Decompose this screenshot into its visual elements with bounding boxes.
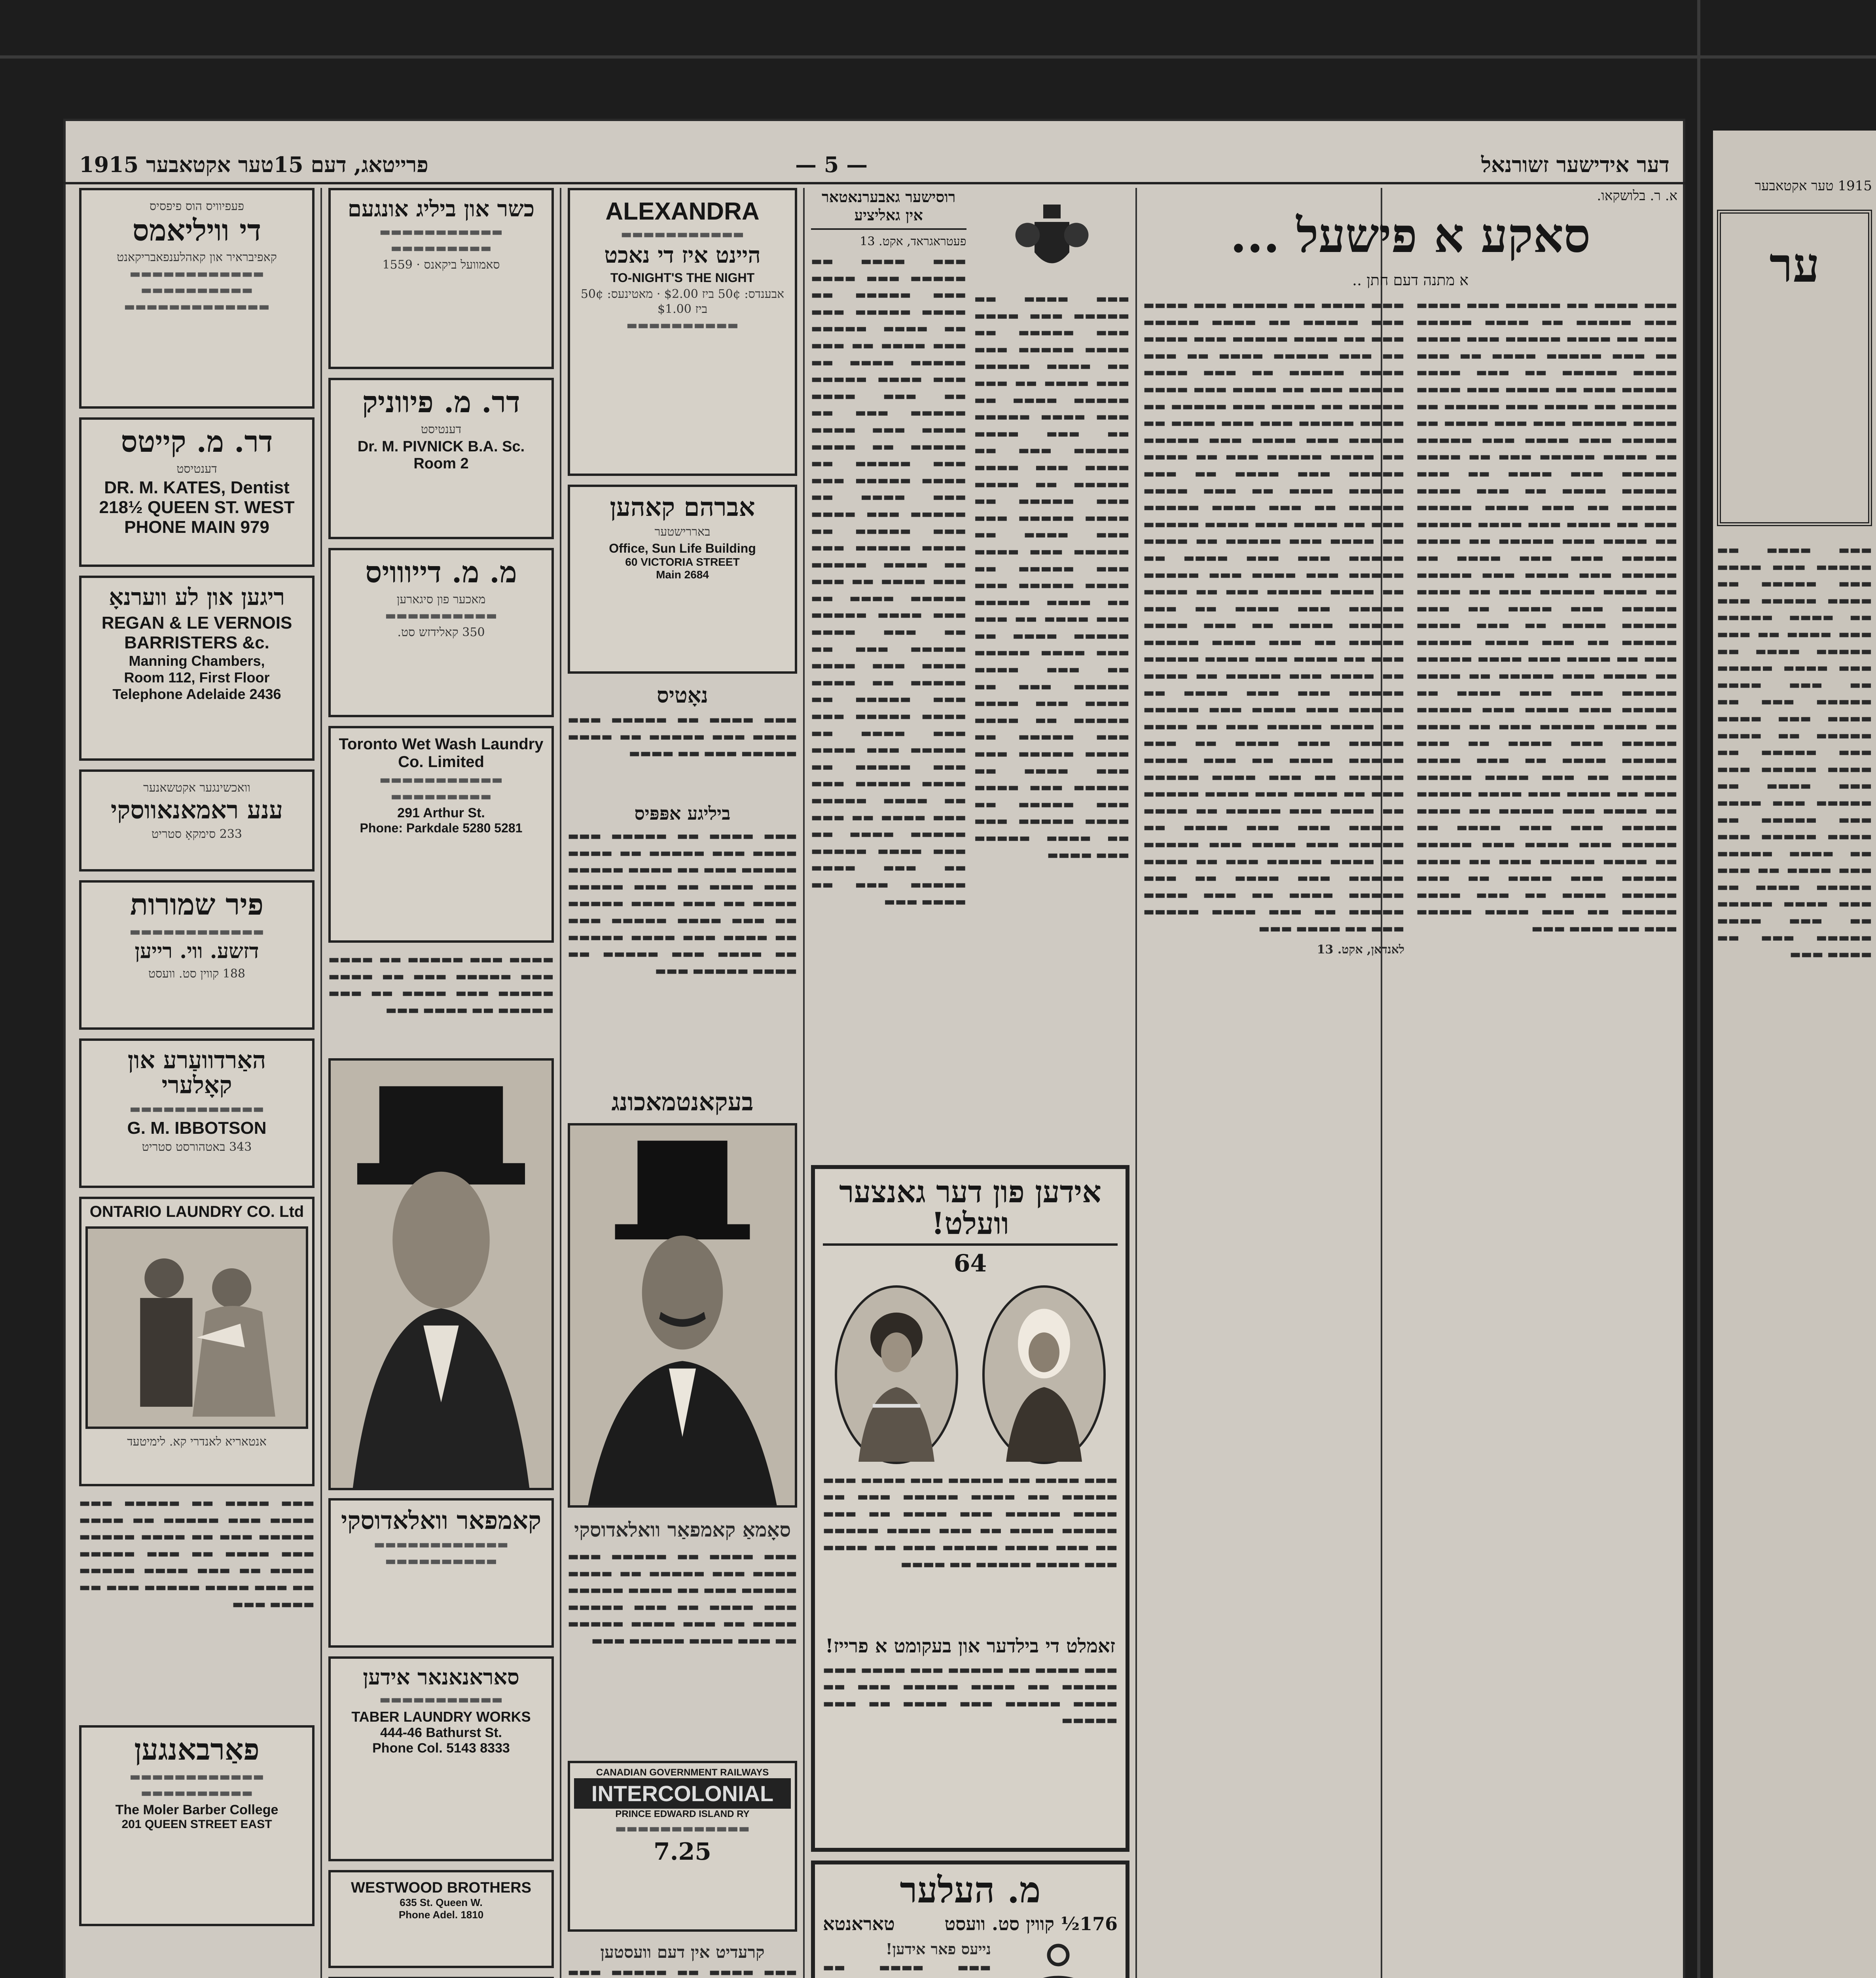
wet-wash-laundry-ad: Toronto Wet Wash Laundry Co. Limited ▬▬▬▬▬▬▬▬▬▬▬ ▬▬▬▬▬▬▬▬▬ 291 Arthur St. Phone: Parkdale 5280 5281: [328, 726, 554, 943]
westwood-ad: WESTWOOD BROTHERS 635 St. Queen W. Phone Adel. 1810: [328, 1870, 554, 1968]
pivnick-ad: דר. מ. פיווניק דענטיסט Dr. M. PIVNICK B.A. Sc. Room 2: [328, 378, 554, 539]
news-column-right: ▬▬▬ ▬▬▬▬ ▬▬ ▬▬▬▬▬ ▬▬▬ ▬▬▬▬ ▬▬▬ ▬▬▬▬▬ ▬▬ ▬▬▬▬ ▬▬▬▬▬ ▬▬▬ ▬▬ ▬▬▬▬ ▬▬▬▬▬ ▬▬▬ ▬▬▬▬ ▬▬ ▬▬▬ ▬▬▬▬▬ ▬▬▬▬ ▬▬ ▬▬▬ ▬▬▬▬ ▬▬▬▬▬ ▬▬ ▬▬▬ ▬▬▬▬ ▬▬▬▬▬ ▬▬▬ ▬▬ ▬▬▬▬ ▬▬▬ ▬▬▬▬ ▬▬▬▬▬ ▬▬ ▬▬▬▬ ▬▬▬ ▬▬▬▬▬ ▬▬ ▬▬▬▬ ▬▬▬▬▬ ▬▬▬ ▬▬▬ ▬▬▬▬ ▬▬ ▬▬▬▬▬ ▬▬▬ ▬▬▬▬ ▬▬▬ ▬▬▬▬▬ ▬▬ ▬▬▬▬ ▬▬▬▬▬ ▬▬▬ ▬▬ ▬▬▬▬ ▬▬▬▬▬ ▬▬▬ ▬▬▬▬ ▬▬ ▬▬▬ ▬▬▬▬▬ ▬▬▬▬ ▬▬ ▬▬▬ ▬▬▬▬ ▬▬▬▬▬ ▬▬ ▬▬▬ ▬▬▬▬ ▬▬▬▬▬ ▬▬▬ ▬▬ ▬▬▬▬ ▬▬▬ ▬▬▬▬ ▬▬▬▬▬ ▬▬ ▬▬▬▬ ▬▬▬ ▬▬▬▬▬ ▬▬ ▬▬▬▬ ▬▬▬▬▬ ▬▬▬ ▬▬▬ ▬▬▬▬ ▬▬ ▬▬▬▬▬ ▬▬▬ ▬▬▬▬ ▬▬▬ ▬▬▬▬▬ ▬▬ ▬▬▬▬ ▬▬▬▬▬ ▬▬▬ ▬▬ ▬▬▬▬ ▬▬▬▬▬ ▬▬▬ ▬▬▬▬: [974, 188, 1130, 1153]
heller-watch-ad: מ. העלער 176½ קווין סט. וועסט טאראנטא נייעס פאר אידען! ▬▬▬ ▬▬▬▬ ▬▬: [811, 1861, 1129, 1978]
portrait-hat-man: [328, 1058, 554, 1490]
laundry-illustration: [85, 1226, 308, 1429]
notices-text: ▬▬▬ ▬▬▬▬ ▬▬ ▬▬▬▬▬ ▬▬▬ ▬▬▬▬ ▬▬▬ ▬▬▬▬▬ ▬▬ ▬▬▬▬ ▬▬▬▬▬ ▬▬▬ ▬▬ ▬▬▬▬: [568, 713, 797, 761]
regan-levernois-ad: ריגען און לע ווערנאָ REGAN & LE VERNOIS BARRISTERS &c. Manning Chambers, Room 112, First Floor Telephone Adelaide 2436: [79, 576, 315, 761]
col2-notice: ▬▬▬▬ ▬▬▬ ▬▬▬▬▬ ▬▬ ▬▬▬▬ ▬▬▬ ▬▬▬▬▬ ▬▬▬ ▬▬ ▬▬▬▬ ▬▬▬▬▬ ▬▬▬ ▬▬▬▬ ▬▬ ▬▬▬ ▬▬▬▬▬ ▬▬ ▬▬▬▬ ▬▬▬: [328, 953, 554, 1017]
acquaintance-heading: בעקאנטמאכונג: [611, 1088, 754, 1116]
alexandra-theatre-ad: ALEXANDRA ▬▬▬▬▬▬▬▬▬▬▬ היינט איז די נאכט TO-NIGHT'S THE NIGHT אבענדס: 50¢ ביז $2.00 · מאטינעס: 50¢ ביז $1.00 ▬▬▬▬▬▬▬▬▬▬: [568, 188, 797, 476]
kosher-ad: כשר און ביליג אונגעם ▬▬▬▬▬▬▬▬▬▬▬ ▬▬▬▬▬▬▬▬▬ סאמוועל ביקאנס · 1559: [328, 188, 554, 369]
ads-column-1: [79, 188, 315, 1978]
ontario-laundry-ad: ONTARIO LAUNDRY CO. Ltd אנטאריא לאנדרי קא. לימיטעד: [79, 1197, 315, 1486]
col3-caption-text: סאָמאַ קאמפאַר וואלאדוסקי ▬▬▬ ▬▬▬▬ ▬▬ ▬▬▬▬▬ ▬▬▬ ▬▬▬▬ ▬▬▬ ▬▬▬▬▬ ▬▬ ▬▬▬▬ ▬▬▬▬▬ ▬▬▬ ▬▬ ▬▬▬▬ ▬▬▬▬▬ ▬▬▬ ▬▬▬▬ ▬▬ ▬▬▬ ▬▬▬▬▬ ▬▬▬▬ ▬▬ ▬▬▬ ▬▬▬▬ ▬▬▬▬▬ ▬▬ ▬▬▬ ▬▬▬▬ ▬▬▬▬▬ ▬▬▬: [568, 1518, 797, 1648]
abraham-cohen-ad: אברהם קאהען באררישטער Office, Sun Life Building 60 VICTORIA STREET Main 2684: [568, 485, 797, 674]
col3-bottom-text: קרעדיט אין דעם וועסטען ▬▬▬ ▬▬▬▬ ▬▬ ▬▬▬▬▬ ▬▬▬: [568, 1942, 797, 1978]
col3-text-block: ▬▬▬ ▬▬▬▬ ▬▬ ▬▬▬▬▬ ▬▬▬ ▬▬▬▬ ▬▬▬ ▬▬▬▬▬ ▬▬ ▬▬▬▬ ▬▬▬▬▬ ▬▬▬ ▬▬ ▬▬▬▬ ▬▬▬▬▬ ▬▬▬ ▬▬▬▬ ▬▬ ▬▬▬ ▬▬▬▬▬ ▬▬▬▬ ▬▬ ▬▬▬ ▬▬▬▬ ▬▬▬▬▬ ▬▬ ▬▬▬ ▬▬▬▬ ▬▬▬▬▬ ▬▬▬ ▬▬ ▬▬▬▬ ▬▬▬ ▬▬▬▬ ▬▬▬▬▬ ▬▬ ▬▬▬▬ ▬▬▬ ▬▬▬▬▬ ▬▬ ▬▬▬▬ ▬▬▬▬▬ ▬▬▬: [568, 829, 797, 978]
column-3: [568, 188, 797, 1978]
davis-ad: מ. מ. דייווויס מאכער פון סיגארען ▬▬▬▬▬▬▬▬▬▬ 350 קאלידזש סט.: [328, 548, 554, 717]
story-text-right: ▬▬▬ ▬▬▬▬ ▬▬ ▬▬▬▬▬ ▬▬▬ ▬▬▬▬ ▬▬▬ ▬▬▬▬▬ ▬▬ ▬▬▬▬ ▬▬▬▬▬ ▬▬▬ ▬▬ ▬▬▬▬ ▬▬▬▬▬ ▬▬▬ ▬▬▬▬ ▬▬ ▬▬▬ ▬▬▬▬▬ ▬▬▬▬ ▬▬ ▬▬▬ ▬▬▬▬ ▬▬▬▬▬ ▬▬ ▬▬▬ ▬▬▬▬ ▬▬▬▬▬ ▬▬▬ ▬▬ ▬▬▬▬ ▬▬▬ ▬▬▬▬ ▬▬▬▬▬ ▬▬ ▬▬▬▬ ▬▬▬ ▬▬▬▬▬ ▬▬ ▬▬▬▬ ▬▬▬▬▬ ▬▬▬ ▬▬▬ ▬▬▬▬ ▬▬ ▬▬▬▬▬ ▬▬▬ ▬▬▬▬ ▬▬▬ ▬▬▬▬▬ ▬▬ ▬▬▬▬ ▬▬▬▬▬ ▬▬▬ ▬▬ ▬▬▬▬ ▬▬▬▬▬ ▬▬▬ ▬▬▬▬ ▬▬ ▬▬▬ ▬▬▬▬▬ ▬▬▬▬ ▬▬ ▬▬▬ ▬▬▬▬ ▬▬▬▬▬ ▬▬ ▬▬▬ ▬▬▬▬ ▬▬▬▬▬ ▬▬▬ ▬▬ ▬▬▬▬ ▬▬▬ ▬▬▬▬ ▬▬▬▬▬ ▬▬ ▬▬▬▬ ▬▬▬ ▬▬▬▬▬ ▬▬ ▬▬▬▬ ▬▬▬▬▬ ▬▬▬ ▬▬▬ ▬▬▬▬ ▬▬ ▬▬▬▬▬ ▬▬▬ ▬▬▬▬ ▬▬▬ ▬▬▬▬▬ ▬▬ ▬▬▬▬ ▬▬▬▬▬ ▬▬▬ ▬▬ ▬▬▬▬ ▬▬▬▬▬ ▬▬▬ ▬▬▬▬ ▬▬ ▬▬▬ ▬▬▬▬▬ ▬▬▬▬ ▬▬ ▬▬▬ ▬▬▬▬ ▬▬▬▬▬ ▬▬ ▬▬▬ ▬▬▬▬ ▬▬▬▬▬ ▬▬▬ ▬▬ ▬▬▬▬ ▬▬▬ ▬▬▬▬ ▬▬▬▬▬ ▬▬ ▬▬▬▬ ▬▬▬ ▬▬▬▬▬ ▬▬ ▬▬▬▬ ▬▬▬▬▬ ▬▬▬ ▬▬▬ ▬▬▬▬ ▬▬ ▬▬▬▬▬ ▬▬▬ ▬▬▬▬ ▬▬▬ ▬▬▬▬▬ ▬▬ ▬▬▬▬ ▬▬▬▬▬ ▬▬▬ ▬▬ ▬▬▬▬ ▬▬▬▬▬ ▬▬▬ ▬▬▬▬ ▬▬ ▬▬▬ ▬▬▬▬▬ ▬▬▬▬ ▬▬ ▬▬▬ ▬▬▬▬ ▬▬▬▬▬ ▬▬ ▬▬▬ ▬▬▬▬ ▬▬▬▬▬ ▬▬▬ ▬▬ ▬▬▬▬ ▬▬▬ ▬▬▬▬ ▬▬▬▬▬ ▬▬ ▬▬▬▬ ▬▬▬ ▬▬▬▬▬ ▬▬ ▬▬▬▬ ▬▬▬▬▬ ▬▬▬ ▬▬▬ ▬▬▬▬ ▬▬ ▬▬▬▬▬ ▬▬▬ ▬▬▬▬ ▬▬▬ ▬▬▬▬▬ ▬▬ ▬▬▬▬ ▬▬▬▬▬ ▬▬▬ ▬▬ ▬▬▬▬ ▬▬▬▬▬ ▬▬▬ ▬▬▬▬ ▬▬ ▬▬▬ ▬▬▬▬▬ ▬▬▬▬ ▬▬ ▬▬▬ ▬▬▬▬ ▬▬▬▬▬ ▬▬ ▬▬▬ ▬▬▬▬ ▬▬▬▬▬ ▬▬▬ ▬▬ ▬▬▬▬ ▬▬▬ לאנדאן, אקט. 13: [1143, 298, 1404, 957]
ads-column-2: [328, 188, 554, 1978]
portrait-woman-1: [982, 1285, 1106, 1464]
adjacent-word: ער: [1769, 237, 1820, 293]
story-headline: סאקע א פישעל ...: [1230, 208, 1591, 263]
barber-college-ad: פאַרבאנגען ▬▬▬▬▬▬▬▬▬▬▬▬ ▬▬▬▬▬▬▬▬▬▬ The Moler Barber College 201 QUEEN STREET EAST: [79, 1725, 315, 1926]
williams-ad: פעפיוויס הוס פיפסיס די וויליאמס קאפיבראיר און קאהלענפאבריקאנט ▬▬▬▬▬▬▬▬▬▬▬▬ ▬▬▬▬▬▬▬▬▬▬ ▬▬▬▬▬▬▬▬▬▬▬▬▬: [79, 188, 315, 409]
column-4: [811, 188, 1129, 1978]
portrait-caption-box: קאמפאר וואלאדוסקי ▬▬▬▬▬▬▬▬▬▬▬▬ ▬▬▬▬▬▬▬▬▬▬: [328, 1498, 554, 1648]
adjacent-page-edge: [1713, 131, 1876, 1978]
adjacent-ornament-box: [1717, 210, 1872, 526]
story-subheadline: א מתנה דעם חתן ..: [1352, 271, 1469, 289]
page-header: [63, 146, 1685, 184]
newspaper-page: [63, 119, 1685, 1978]
column-5-story: א. ר. בלושקאו. סאקע א פישעל ... א מתנה דעם חתן .. ▬▬▬ ▬▬▬▬ ▬▬ ▬▬▬▬▬ ▬▬▬ ▬▬▬▬ ▬▬▬ ▬▬▬▬▬ ▬▬ ▬▬▬▬ ▬▬▬▬▬ ▬▬▬ ▬▬ ▬▬▬▬ ▬▬▬▬▬ ▬▬▬ ▬▬▬▬ ▬▬ ▬▬▬ ▬▬▬▬▬ ▬▬▬▬ ▬▬ ▬▬▬ ▬▬▬▬ ▬▬▬▬▬ ▬▬ ▬▬▬ ▬▬▬▬ ▬▬▬▬▬ ▬▬▬ ▬▬ ▬▬▬▬ ▬▬▬ ▬▬▬▬ ▬▬▬▬▬ ▬▬ ▬▬▬▬ ▬▬▬ ▬▬▬▬▬ ▬▬ ▬▬▬▬ ▬▬▬▬▬ ▬▬▬ ▬▬▬ ▬▬▬▬ ▬▬ ▬▬▬▬▬ ▬▬▬ ▬▬▬▬ ▬▬▬ ▬▬▬▬▬ ▬▬ ▬▬▬▬ ▬▬▬▬▬ ▬▬▬ ▬▬ ▬▬▬▬ ▬▬▬▬▬ ▬▬▬ ▬▬▬▬ ▬▬ ▬▬▬ ▬▬▬▬▬ ▬▬▬▬ ▬▬ ▬▬▬ ▬▬▬▬ ▬▬▬▬▬ ▬▬ ▬▬▬ ▬▬▬▬ ▬▬▬▬▬ ▬▬▬ ▬▬ ▬▬▬▬ ▬▬▬ ▬▬▬▬ ▬▬▬▬▬ ▬▬ ▬▬▬▬ ▬▬▬ ▬▬▬▬▬ ▬▬ ▬▬▬▬ ▬▬▬▬▬ ▬▬▬ ▬▬▬ ▬▬▬▬ ▬▬ ▬▬▬▬▬ ▬▬▬ ▬▬▬▬ ▬▬▬ ▬▬▬▬▬ ▬▬ ▬▬▬▬ ▬▬▬▬▬ ▬▬▬ ▬▬ ▬▬▬▬ ▬▬▬▬▬ ▬▬▬ ▬▬▬▬ ▬▬ ▬▬▬ ▬▬▬▬▬ ▬▬▬▬ ▬▬ ▬▬▬ ▬▬▬▬ ▬▬▬▬▬ ▬▬ ▬▬▬ ▬▬▬▬ ▬▬▬▬▬ ▬▬▬ ▬▬ ▬▬▬▬ ▬▬▬ ▬▬▬▬ ▬▬▬▬▬ ▬▬ ▬▬▬▬ ▬▬▬ ▬▬▬▬▬ ▬▬ ▬▬▬▬ ▬▬▬▬▬ ▬▬▬ ▬▬▬ ▬▬▬▬ ▬▬ ▬▬▬▬▬ ▬▬▬ ▬▬▬▬ ▬▬▬ ▬▬▬▬▬ ▬▬ ▬▬▬▬ ▬▬▬▬▬ ▬▬▬ ▬▬ ▬▬▬▬ ▬▬▬▬▬ ▬▬▬ ▬▬▬▬ ▬▬ ▬▬▬ ▬▬▬▬▬ ▬▬▬▬ ▬▬ ▬▬▬ ▬▬▬▬ ▬▬▬▬▬ ▬▬ ▬▬▬ ▬▬▬▬ ▬▬▬▬▬ ▬▬▬ ▬▬ ▬▬▬▬ ▬▬▬ ▬▬▬▬ ▬▬▬▬▬ ▬▬ ▬▬▬▬ ▬▬▬ ▬▬▬▬▬ ▬▬ ▬▬▬▬ ▬▬▬▬▬ ▬▬▬ ▬▬▬ ▬▬▬▬ ▬▬ ▬▬▬▬▬ ▬▬▬ ▬▬▬▬ ▬▬▬ ▬▬▬▬▬ ▬▬ ▬▬▬▬ ▬▬▬▬▬ ▬▬▬ ▬▬ ▬▬▬▬ ▬▬▬▬▬ ▬▬▬ ▬▬▬▬ ▬▬ ▬▬▬ ▬▬▬▬▬ ▬▬▬▬ ▬▬ ▬▬▬ ▬▬▬▬ ▬▬▬▬▬ ▬▬ ▬▬▬ ▬▬▬▬ ▬▬▬▬▬ ▬▬▬ ▬▬ ▬▬▬▬ ▬▬▬ ▬▬▬ ▬▬▬▬ ▬▬ ▬▬▬▬▬ ▬▬▬ ▬▬▬▬ ▬▬▬ ▬▬▬▬▬ ▬▬ ▬▬▬▬ ▬▬▬▬▬ ▬▬▬ ▬▬ ▬▬▬▬ ▬▬▬▬▬ ▬▬▬ ▬▬▬▬ ▬▬ ▬▬▬ ▬▬▬▬▬ ▬▬▬▬ ▬▬ ▬▬▬ ▬▬▬▬ ▬▬▬▬▬ ▬▬ ▬▬▬ ▬▬▬▬ ▬▬▬▬▬ ▬▬▬ ▬▬ ▬▬▬▬ ▬▬▬ ▬▬▬▬ ▬▬▬▬▬ ▬▬ ▬▬▬▬ ▬▬▬ ▬▬▬▬▬ ▬▬ ▬▬▬▬ ▬▬▬▬▬ ▬▬▬ ▬▬▬ ▬▬▬▬ ▬▬ ▬▬▬▬▬ ▬▬▬ ▬▬▬▬ ▬▬▬ ▬▬▬▬▬ ▬▬ ▬▬▬▬ ▬▬▬▬▬ ▬▬▬ ▬▬ ▬▬▬▬ ▬▬▬▬▬ ▬▬▬ ▬▬▬▬ ▬▬ ▬▬▬ ▬▬▬▬▬ ▬▬▬▬ ▬▬ ▬▬▬ ▬▬▬▬ ▬▬▬▬▬ ▬▬ ▬▬▬ ▬▬▬▬ ▬▬▬▬▬ ▬▬▬ ▬▬ ▬▬▬▬ ▬▬▬ ▬▬▬▬ ▬▬▬▬▬ ▬▬ ▬▬▬▬ ▬▬▬ ▬▬▬▬▬ ▬▬ ▬▬▬▬ ▬▬▬▬▬ ▬▬▬ ▬▬▬ ▬▬▬▬ ▬▬ ▬▬▬▬▬ ▬▬▬ ▬▬▬▬ ▬▬▬ ▬▬▬▬▬ ▬▬ ▬▬▬▬ ▬▬▬▬▬ ▬▬▬ ▬▬ ▬▬▬▬ ▬▬▬▬▬ ▬▬▬ ▬▬▬▬ ▬▬ ▬▬▬ ▬▬▬▬▬ ▬▬▬▬ ▬▬ ▬▬▬ ▬▬▬▬ ▬▬▬▬▬ ▬▬ ▬▬▬ ▬▬▬▬ ▬▬▬▬▬ ▬▬▬ ▬▬ ▬▬▬▬ ▬▬▬ ▬▬▬▬ ▬▬▬▬▬ ▬▬ ▬▬▬▬ ▬▬▬ ▬▬▬▬▬ ▬▬ ▬▬▬▬ ▬▬▬▬▬ ▬▬▬ ▬▬▬ ▬▬▬▬ ▬▬ ▬▬▬▬▬ ▬▬▬ ▬▬▬▬ ▬▬▬ ▬▬▬▬▬ ▬▬ ▬▬▬▬ ▬▬▬▬▬ ▬▬▬ ▬▬ ▬▬▬▬ ▬▬▬▬▬ ▬▬▬ ▬▬▬▬ ▬▬ ▬▬▬ ▬▬▬▬▬ ▬▬▬▬ ▬▬ ▬▬▬ ▬▬▬▬ ▬▬▬▬▬ ▬▬ ▬▬▬ ▬▬▬▬ ▬▬▬▬▬ ▬▬▬ ▬▬ ▬▬▬▬ ▬▬▬ ▬▬▬▬ ▬▬▬▬▬ ▬▬ ▬▬▬▬ ▬▬▬ ▬▬▬▬▬ ▬▬ ▬▬▬▬ ▬▬▬▬▬ ▬▬▬ ▬▬▬ ▬▬▬▬ ▬▬ ▬▬▬▬▬ ▬▬▬ ▬▬▬▬ ▬▬▬ ▬▬▬▬▬ ▬▬ ▬▬▬▬ ▬▬▬▬▬ ▬▬▬ ▬▬ ▬▬▬▬ ▬▬▬▬▬ ▬▬▬ ▬▬▬▬ ▬▬ ▬▬▬ ▬▬▬▬▬ ▬▬▬▬ ▬▬ ▬▬▬ ▬▬▬▬ ▬▬▬▬▬ ▬▬ ▬▬▬ ▬▬▬▬ ▬▬▬▬▬ ▬▬▬ ▬▬ ▬▬▬▬ ▬▬▬ לאנדאן, אקט. 13: [1143, 188, 1677, 1978]
pesach-ad: פיר שמורות ▬▬▬▬▬▬▬▬▬▬▬▬ דזשע. ווי. רייען 188 קווין סט. וועסט: [79, 880, 315, 1030]
cheap-offices-heading: ביליגע אפּפּיס: [634, 803, 731, 824]
adjacent-text: ▬▬▬ ▬▬▬▬ ▬▬ ▬▬▬▬▬ ▬▬▬ ▬▬▬▬ ▬▬▬ ▬▬▬▬▬ ▬▬ ▬▬▬▬ ▬▬▬▬▬ ▬▬▬ ▬▬ ▬▬▬▬ ▬▬▬▬▬ ▬▬▬ ▬▬▬▬ ▬▬ ▬▬▬ ▬▬▬▬▬ ▬▬▬▬ ▬▬ ▬▬▬ ▬▬▬▬ ▬▬▬▬▬ ▬▬ ▬▬▬ ▬▬▬▬ ▬▬▬▬▬ ▬▬▬ ▬▬ ▬▬▬▬ ▬▬▬ ▬▬▬▬ ▬▬▬▬▬ ▬▬ ▬▬▬▬ ▬▬▬ ▬▬▬▬▬ ▬▬ ▬▬▬▬ ▬▬▬▬▬ ▬▬▬ ▬▬▬ ▬▬▬▬ ▬▬ ▬▬▬▬▬ ▬▬▬ ▬▬▬▬ ▬▬▬ ▬▬▬▬▬ ▬▬ ▬▬▬▬ ▬▬▬▬▬ ▬▬▬ ▬▬ ▬▬▬▬ ▬▬▬▬▬ ▬▬▬ ▬▬▬▬ ▬▬ ▬▬▬ ▬▬▬▬▬ ▬▬▬▬ ▬▬ ▬▬▬ ▬▬▬▬ ▬▬▬▬▬ ▬▬ ▬▬▬ ▬▬▬▬ ▬▬▬▬▬ ▬▬▬ ▬▬ ▬▬▬▬ ▬▬▬: [1717, 543, 1872, 962]
header-page-number: — 5 —: [795, 152, 868, 177]
jews-of-the-world-feature: אידען פון דער גאנצער וועלט! 64 ▬▬▬ ▬▬▬▬ ▬▬ ▬▬▬▬▬ ▬▬▬ ▬▬▬▬ ▬▬▬ ▬▬▬▬▬ ▬▬ ▬▬▬▬ ▬▬▬▬▬ ▬▬▬ ▬▬ ▬▬▬▬ ▬▬▬▬▬ ▬▬▬ ▬▬▬▬ ▬▬ ▬▬▬ ▬▬▬▬▬ ▬▬▬▬ ▬▬ ▬▬▬ ▬▬▬▬ ▬▬▬▬▬ ▬▬ ▬▬▬ ▬▬▬▬ ▬▬▬▬▬ ▬▬▬ ▬▬ ▬▬▬▬ ▬▬▬ ▬▬▬▬ ▬▬▬▬▬ ▬▬ ▬▬▬▬ זאמלט די בילדער און בעקומט א פרייז! ▬▬▬ ▬▬▬▬ ▬▬ ▬▬▬▬▬ ▬▬▬ ▬▬▬▬ ▬▬▬ ▬▬▬▬▬ ▬▬ ▬▬▬▬ ▬▬▬▬▬ ▬▬▬ ▬▬ ▬▬▬▬ ▬▬▬▬▬ ▬▬▬ ▬▬▬▬ ▬▬ ▬▬▬ ▬▬▬▬▬: [811, 1165, 1129, 1852]
ramanowski-ad: וואכשינגער אקטשאנער ענע ראמאנאווסקי 233 סימקאָ סטריט: [79, 769, 315, 872]
kates-dentist-ad: דר. מ. קייטס דענטיסט DR. M. KATES, Dentist 218½ QUEEN ST. WEST PHONE MAIN 979: [79, 417, 315, 567]
portrait-woman-2: [835, 1285, 958, 1464]
coat-of-arms-icon: [974, 188, 1130, 291]
header-date: 1915 פרייטאג, דעם 15טער אקטאבער: [79, 152, 428, 177]
col1-small-ads: ▬▬▬ ▬▬▬▬ ▬▬ ▬▬▬▬▬ ▬▬▬ ▬▬▬▬ ▬▬▬ ▬▬▬▬▬ ▬▬ ▬▬▬▬ ▬▬▬▬▬ ▬▬▬ ▬▬ ▬▬▬▬ ▬▬▬▬▬ ▬▬▬ ▬▬▬▬ ▬▬ ▬▬▬ ▬▬▬▬▬ ▬▬▬▬ ▬▬ ▬▬▬ ▬▬▬▬ ▬▬▬▬▬ ▬▬ ▬▬▬ ▬▬▬▬ ▬▬▬▬▬ ▬▬▬ ▬▬ ▬▬▬▬ ▬▬▬: [79, 1496, 315, 1611]
hardware-ad: האַרדוועַרע און קאָלערי ▬▬▬▬▬▬▬▬▬▬▬▬ G. M. IBBOTSON 343 באטהורסט סטריט: [79, 1038, 315, 1188]
story-text-left: ▬▬▬ ▬▬▬▬ ▬▬ ▬▬▬▬▬ ▬▬▬ ▬▬▬▬ ▬▬▬ ▬▬▬▬▬ ▬▬ ▬▬▬▬ ▬▬▬▬▬ ▬▬▬ ▬▬ ▬▬▬▬ ▬▬▬▬▬ ▬▬▬ ▬▬▬▬ ▬▬ ▬▬▬ ▬▬▬▬▬ ▬▬▬▬ ▬▬ ▬▬▬ ▬▬▬▬ ▬▬▬▬▬ ▬▬ ▬▬▬ ▬▬▬▬ ▬▬▬▬▬ ▬▬▬ ▬▬ ▬▬▬▬ ▬▬▬ ▬▬▬▬ ▬▬▬▬▬ ▬▬ ▬▬▬▬ ▬▬▬ ▬▬▬▬▬ ▬▬ ▬▬▬▬ ▬▬▬▬▬ ▬▬▬ ▬▬▬ ▬▬▬▬ ▬▬ ▬▬▬▬▬ ▬▬▬ ▬▬▬▬ ▬▬▬ ▬▬▬▬▬ ▬▬ ▬▬▬▬ ▬▬▬▬▬ ▬▬▬ ▬▬ ▬▬▬▬ ▬▬▬▬▬ ▬▬▬ ▬▬▬▬ ▬▬ ▬▬▬ ▬▬▬▬▬ ▬▬▬▬ ▬▬ ▬▬▬ ▬▬▬▬ ▬▬▬▬▬ ▬▬ ▬▬▬ ▬▬▬▬ ▬▬▬▬▬ ▬▬▬ ▬▬ ▬▬▬▬ ▬▬▬ ▬▬▬▬ ▬▬▬▬▬ ▬▬ ▬▬▬▬ ▬▬▬ ▬▬▬▬▬ ▬▬ ▬▬▬▬ ▬▬▬▬▬ ▬▬▬ ▬▬▬ ▬▬▬▬ ▬▬ ▬▬▬▬▬ ▬▬▬ ▬▬▬▬ ▬▬▬ ▬▬▬▬▬ ▬▬ ▬▬▬▬ ▬▬▬▬▬ ▬▬▬ ▬▬ ▬▬▬▬ ▬▬▬▬▬ ▬▬▬ ▬▬▬▬ ▬▬ ▬▬▬ ▬▬▬▬▬ ▬▬▬▬ ▬▬ ▬▬▬ ▬▬▬▬ ▬▬▬▬▬ ▬▬ ▬▬▬ ▬▬▬▬ ▬▬▬▬▬ ▬▬▬ ▬▬ ▬▬▬▬ ▬▬▬ ▬▬▬▬ ▬▬▬▬▬ ▬▬ ▬▬▬▬ ▬▬▬ ▬▬▬▬▬ ▬▬ ▬▬▬▬ ▬▬▬▬▬ ▬▬▬ ▬▬▬ ▬▬▬▬ ▬▬ ▬▬▬▬▬ ▬▬▬ ▬▬▬▬ ▬▬▬ ▬▬▬▬▬ ▬▬ ▬▬▬▬ ▬▬▬▬▬ ▬▬▬ ▬▬ ▬▬▬▬ ▬▬▬▬▬ ▬▬▬ ▬▬▬▬ ▬▬ ▬▬▬ ▬▬▬▬▬ ▬▬▬▬ ▬▬ ▬▬▬ ▬▬▬▬ ▬▬▬▬▬ ▬▬ ▬▬▬ ▬▬▬▬ ▬▬▬▬▬ ▬▬▬ ▬▬ ▬▬▬▬ ▬▬▬ ▬▬▬▬ ▬▬▬▬▬ ▬▬ ▬▬▬▬ ▬▬▬ ▬▬▬▬▬ ▬▬ ▬▬▬▬ ▬▬▬▬▬ ▬▬▬ ▬▬▬ ▬▬▬▬ ▬▬ ▬▬▬▬▬ ▬▬▬ ▬▬▬▬ ▬▬▬ ▬▬▬▬▬ ▬▬ ▬▬▬▬ ▬▬▬▬▬ ▬▬▬ ▬▬ ▬▬▬▬ ▬▬▬▬▬ ▬▬▬ ▬▬▬▬ ▬▬ ▬▬▬ ▬▬▬▬▬ ▬▬▬▬ ▬▬ ▬▬▬ ▬▬▬▬ ▬▬▬▬▬ ▬▬ ▬▬▬ ▬▬▬▬ ▬▬▬▬▬ ▬▬▬ ▬▬ ▬▬▬▬ ▬▬▬: [1416, 298, 1677, 936]
portrait-tophat-man: [568, 1123, 797, 1508]
intercolonial-railway-ad: CANADIAN GOVERNMENT RAILWAYS INTERCOLONIAL PRINCE EDWARD ISLAND RY ▬▬▬▬▬▬▬▬▬▬▬▬ 7.25: [568, 1761, 797, 1932]
notices-heading: נאָטיס: [657, 682, 708, 708]
header-title: דער אידישער זשורנאל: [1481, 152, 1669, 177]
adjacent-date: 1915 טער אקטאבער: [1755, 178, 1872, 194]
news-russian-governor: רוסישער גאבערנאטאר אין גאליציע פעטראגראד, אקט. 13 ▬▬▬ ▬▬▬▬ ▬▬ ▬▬▬▬▬ ▬▬▬ ▬▬▬▬ ▬▬▬ ▬▬▬▬▬ ▬▬ ▬▬▬▬ ▬▬▬▬▬ ▬▬▬ ▬▬ ▬▬▬▬ ▬▬▬▬▬ ▬▬▬ ▬▬▬▬ ▬▬ ▬▬▬ ▬▬▬▬▬ ▬▬▬▬ ▬▬ ▬▬▬ ▬▬▬▬ ▬▬▬▬▬ ▬▬ ▬▬▬ ▬▬▬▬ ▬▬▬▬▬ ▬▬▬ ▬▬ ▬▬▬▬ ▬▬▬ ▬▬▬▬ ▬▬▬▬▬ ▬▬ ▬▬▬▬ ▬▬▬ ▬▬▬▬▬ ▬▬ ▬▬▬▬ ▬▬▬▬▬ ▬▬▬ ▬▬▬ ▬▬▬▬ ▬▬ ▬▬▬▬▬ ▬▬▬ ▬▬▬▬ ▬▬▬ ▬▬▬▬▬ ▬▬ ▬▬▬▬ ▬▬▬▬▬ ▬▬▬ ▬▬ ▬▬▬▬ ▬▬▬▬▬ ▬▬▬ ▬▬▬▬ ▬▬ ▬▬▬ ▬▬▬▬▬ ▬▬▬▬ ▬▬ ▬▬▬ ▬▬▬▬ ▬▬▬▬▬ ▬▬ ▬▬▬ ▬▬▬▬ ▬▬▬▬▬ ▬▬▬ ▬▬ ▬▬▬▬ ▬▬▬ ▬▬▬▬ ▬▬▬▬▬ ▬▬ ▬▬▬▬ ▬▬▬ ▬▬▬▬▬ ▬▬ ▬▬▬▬ ▬▬▬▬▬ ▬▬▬ ▬▬▬ ▬▬▬▬ ▬▬ ▬▬▬▬▬ ▬▬▬ ▬▬▬▬ ▬▬▬ ▬▬▬▬▬ ▬▬ ▬▬▬▬ ▬▬▬▬▬ ▬▬▬ ▬▬ ▬▬▬▬ ▬▬▬▬▬ ▬▬▬ ▬▬▬▬ ▬▬ ▬▬▬ ▬▬▬▬▬ ▬▬▬▬ ▬▬ ▬▬▬ ▬▬▬▬ ▬▬▬▬▬ ▬▬ ▬▬▬ ▬▬▬▬ ▬▬▬▬▬ ▬▬▬ ▬▬ ▬▬▬▬ ▬▬▬: [811, 188, 966, 909]
pocket-watch-icon: [999, 1938, 1118, 1978]
sarasona-taber-ad: סאראנאנאר אידען ▬▬▬▬▬▬▬▬▬▬▬ TABER LAUNDRY WORKS 444-46 Bathurst St. Phone Col. 5143 8333: [328, 1656, 554, 1861]
